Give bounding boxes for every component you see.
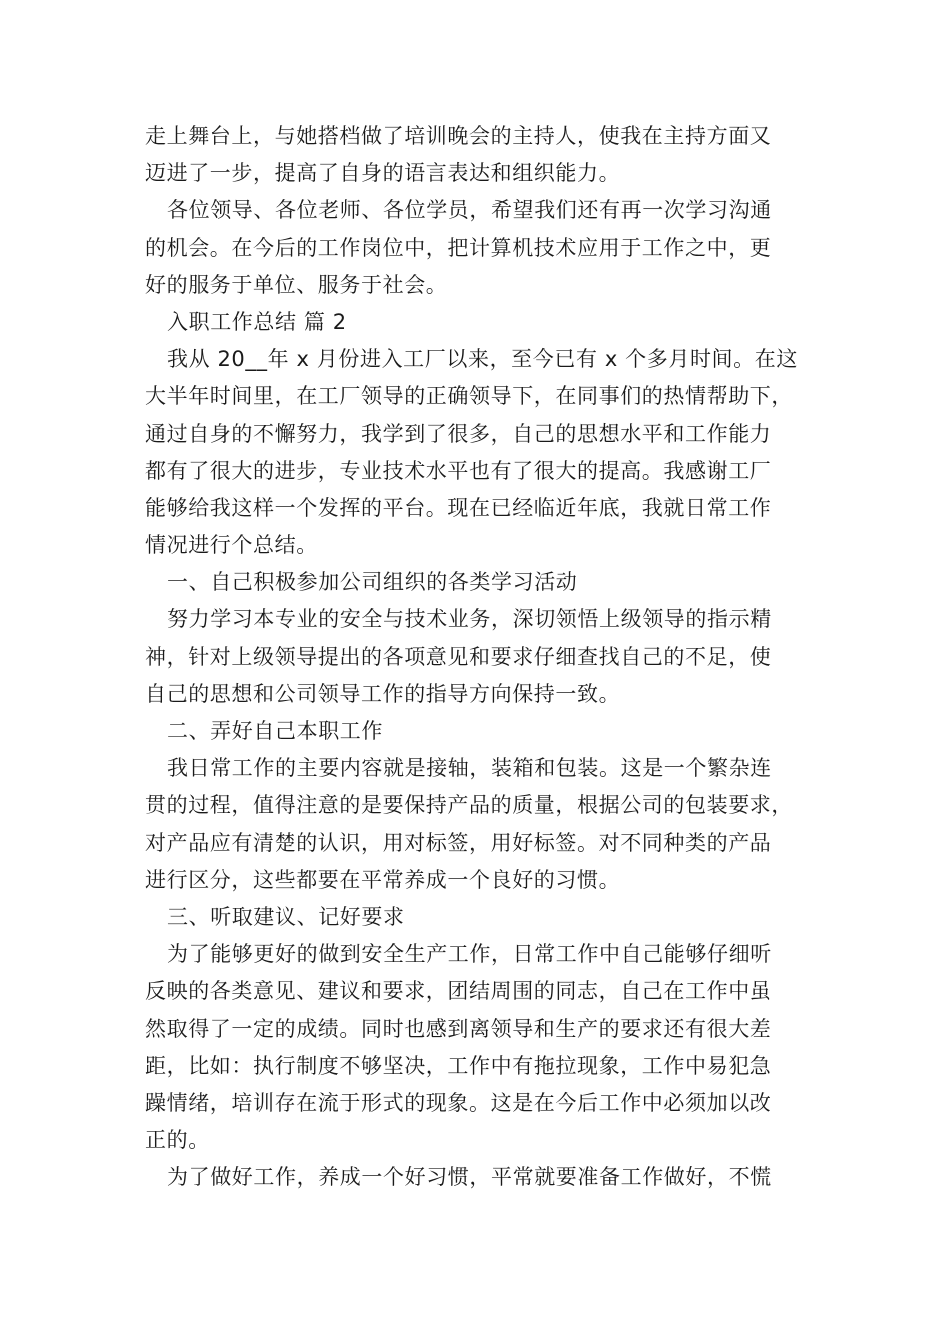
text-line: 距，比如：执行制度不够坚决，工作中有拖拉现象，工作中易犯急 xyxy=(145,1053,772,1078)
text-line: 能够给我这样一个发挥的平台。现在已经临近年底，我就日常工作 xyxy=(145,495,772,520)
text-line: 为了能够更好的做到安全生产工作，日常工作中自己能够仔细听 xyxy=(167,942,772,967)
text-line: 自己的思想和公司领导工作的指导方向保持一致。 xyxy=(145,681,621,706)
text-line: 走上舞台上，与她搭档做了培训晚会的主持人，使我在主持方面又 xyxy=(145,124,772,148)
text-line: 情况进行个总结。 xyxy=(145,533,318,558)
text-line: 我日常工作的主要内容就是接轴，装箱和包装。这是一个繁杂连 xyxy=(167,756,772,781)
text-line: 正的。 xyxy=(145,1128,210,1153)
text-line: 躁情绪，培训存在流于形式的现象。这是在今后工作中必须加以改 xyxy=(145,1090,772,1115)
text-line: 为了做好工作，养成一个好习惯，平常就要准备工作做好，不慌 xyxy=(167,1165,772,1190)
text-line: 迈进了一步，提高了自身的语言表达和组织能力。 xyxy=(145,161,621,186)
text-line: 我从 20__年 x 月份进入工厂以来，至今已有 x 个多月时间。在这 xyxy=(167,347,798,372)
text-line: 努力学习本专业的安全与技术业务，深切领悟上级领导的指示精 xyxy=(167,607,772,632)
text-line: 的机会。在今后的工作岗位中，把计算机技术应用于工作之中，更 xyxy=(145,235,772,260)
text-line: 二、弄好自己本职工作 xyxy=(167,719,383,743)
text-line: 反映的各类意见、建议和要求，团结周围的同志，自己在工作中虽 xyxy=(145,979,772,1004)
text-line: 神，针对上级领导提出的各项意见和要求仔细查找自己的不足，使 xyxy=(145,644,772,669)
text-line: 一、自己积极参加公司组织的各类学习活动 xyxy=(167,570,578,595)
text-line: 各位领导、各位老师、各位学员，希望我们还有再一次学习沟通 xyxy=(167,198,772,223)
text-line: 大半年时间里，在工厂领导的正确领导下，在同事们的热情帮助下， xyxy=(145,384,793,409)
document-body xyxy=(145,118,810,1196)
text-line: 通过自身的不懈努力，我学到了很多，自己的思想水平和工作能力 xyxy=(145,421,772,446)
text-line: 然取得了一定的成绩。同时也感到离领导和生产的要求还有很大差 xyxy=(145,1016,772,1041)
text-line: 入职工作总结 篇 2 xyxy=(167,309,347,334)
text-line: 进行区分，这些都要在平常养成一个良好的习惯。 xyxy=(145,867,621,892)
text-line: 三、听取建议、记好要求 xyxy=(167,904,405,929)
text-line: 贯的过程，值得注意的是要保持产品的质量，根据公司的包装要求， xyxy=(145,793,793,818)
text-line: 好的服务于单位、服务于社会。 xyxy=(145,272,448,297)
text-line: 都有了很大的进步，专业技术水平也有了很大的提高。我感谢工厂 xyxy=(145,458,772,483)
text-line: 对产品应有清楚的认识，用对标签，用好标签。对不同种类的产品 xyxy=(145,830,772,855)
